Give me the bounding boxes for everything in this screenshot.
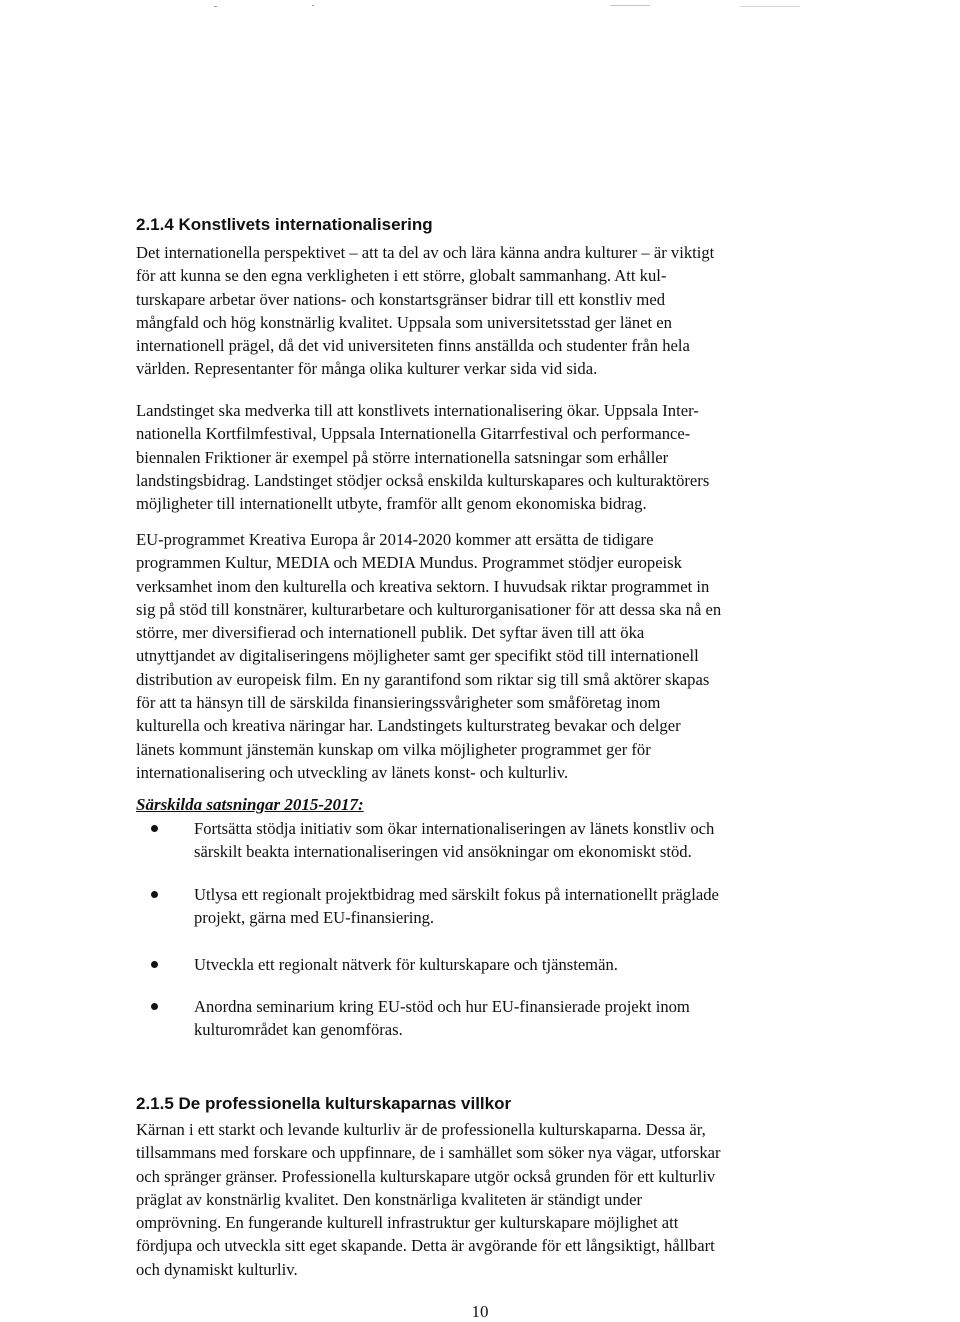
text-line: länets kommunt jänstemän kunskap om vilka möjligheter programmet ger för <box>136 739 651 759</box>
special-initiatives-heading-text: Särskilda satsningar 2015-2017: <box>136 795 364 814</box>
text-line: möjligheter till internationellt utbyte, framför allt genom ekonomiska bidrag. <box>136 494 647 514</box>
bullet-dot-icon <box>151 961 158 968</box>
text-line: för att kunna se den egna verkligheten i ett större, globalt sammanhang. Att kul- <box>136 266 667 286</box>
text-line: Fortsätta stödja initiativ som ökar internationaliseringen av länets konstliv och <box>194 819 715 838</box>
text-line: nationella Kortfilmfestival, Uppsala Internationella Gitarrfestival och performance- <box>136 424 691 444</box>
text-line: och dynamiskt kulturliv. <box>136 1259 298 1279</box>
text-line: utnyttjandet av digitaliseringens möjligheter samt ger specifikt stöd till internationell <box>136 646 699 666</box>
text-line: mångfald och hög konstnärlig kvalitet. Uppsala som universitetsstad ger länet en <box>136 312 672 332</box>
text-line: internationell prägel, då det vid universiteten finns anställda och studenter från hela <box>136 336 690 356</box>
text-line: särskilt beakta internationaliseringen vid ansökningar om ekonomiskt stöd. <box>194 842 692 862</box>
bullet-dot-icon <box>151 1003 158 1010</box>
text-line: och spränger gränser. Professionella kulturskapare utgör också grunden för ett kulturliv <box>136 1166 716 1186</box>
paragraph-internationalisering-1 <box>136 241 826 381</box>
paragraph-kreativa-europa <box>136 528 826 784</box>
text-line: sig på stöd till konstnärer, kulturarbetare och kulturorganisationer för att dessa ska nå en <box>136 599 722 619</box>
text-line: kulturella och kreativa näringar har. Landstingets kulturstrateg bevakar och delger <box>136 716 681 736</box>
text-line: Landstinget ska medverka till att konstlivets internationalisering ökar. Uppsala Inter- <box>136 401 699 420</box>
text-line: distribution av europeisk film. En ny garantifond som riktar sig till små aktörer skapas <box>136 669 710 689</box>
text-line: Utlysa ett regionalt projektbidrag med särskilt fokus på internationellt präglade <box>194 885 719 904</box>
text-line: internationalisering och utveckling av länets konst- och kulturliv. <box>136 762 569 782</box>
text-line: projekt, gärna med EU-finansiering. <box>194 908 435 928</box>
scan-speck <box>740 6 800 7</box>
text-line: omprövning. En fungerande kulturell infrastruktur ger kulturskapare möjlighet att <box>136 1213 679 1233</box>
text-line: kulturområdet kan genomföras. <box>194 1020 403 1040</box>
text-line: större, mer diversifierad och internationell publik. Det syftar även till att öka <box>136 623 645 643</box>
text-line: präglat av konstnärlig kvalitet. Den konstnärliga kvaliteten är ständigt under <box>136 1189 642 1209</box>
special-initiatives-heading <box>136 795 826 815</box>
page-number: 10 <box>471 1302 489 1321</box>
bullet-dot-icon <box>151 825 158 832</box>
text-line: fördjupa och utveckla sitt eget skapande. Detta är avgörande för ett långsiktigt, hållbart <box>136 1236 715 1256</box>
text-line: tillsammans med forskare och uppfinnare, de i samhället som söker nya vägar, utforskar <box>136 1143 721 1163</box>
text-line: Anordna seminarium kring EU-stöd och hur EU-finansierade projekt inom <box>194 997 690 1016</box>
scan-speck <box>214 6 217 7</box>
scan-speck <box>610 5 650 6</box>
section-heading-text: 2.1.5 De professionella kulturskaparnas villkor <box>136 1094 512 1113</box>
bullet-text <box>194 883 834 930</box>
bullet-dot-icon <box>151 891 158 898</box>
text-line: EU-programmet Kreativa Europa år 2014-2020 kommer att ersätta de tidigare <box>136 530 654 549</box>
bullet-text <box>194 995 834 1042</box>
section-heading-2-1-4 <box>136 214 826 236</box>
bullet-text <box>194 817 834 864</box>
scan-speck <box>312 5 314 6</box>
text-line: världen. Representanter för många olika kulturer verkar sida vid sida. <box>136 359 598 379</box>
paragraph-internationalisering-2 <box>136 399 826 515</box>
text-line: programmen Kultur, MEDIA och MEDIA Mundus. Programmet stödjer europeisk <box>136 553 682 573</box>
text-line: turskapare arbetar över nations- och konstartsgränser bidrar till ett konstliv med <box>136 289 665 309</box>
text-line: för att ta hänsyn till de särskilda finansieringssvårigheter som småföretag inom <box>136 693 661 713</box>
paragraph-kulturskapare <box>136 1118 826 1281</box>
text-line: verksamhet inom den kulturella och kreativa sektorn. I huvudsak riktar programmet in <box>136 576 710 596</box>
section-heading-text: 2.1.4 Konstlivets internationalisering <box>136 215 433 234</box>
text-line: landstingsbidrag. Landstinget stödjer också enskilda kulturskapares och kulturaktörers <box>136 470 710 490</box>
text-line: Utveckla ett regionalt nätverk för kulturskapare och tjänstemän. <box>194 955 618 974</box>
text-line: Kärnan i ett starkt och levande kulturliv är de professionella kulturskaparna. Dessa är, <box>136 1120 706 1139</box>
text-line: biennalen Friktioner är exempel på större internationella satsningar som erhåller <box>136 447 669 467</box>
text-line: Det internationella perspektivet – att ta del av och lära känna andra kulturer – är viktigt <box>136 243 715 262</box>
bullet-text <box>194 953 834 976</box>
section-heading-2-1-5 <box>136 1093 826 1115</box>
